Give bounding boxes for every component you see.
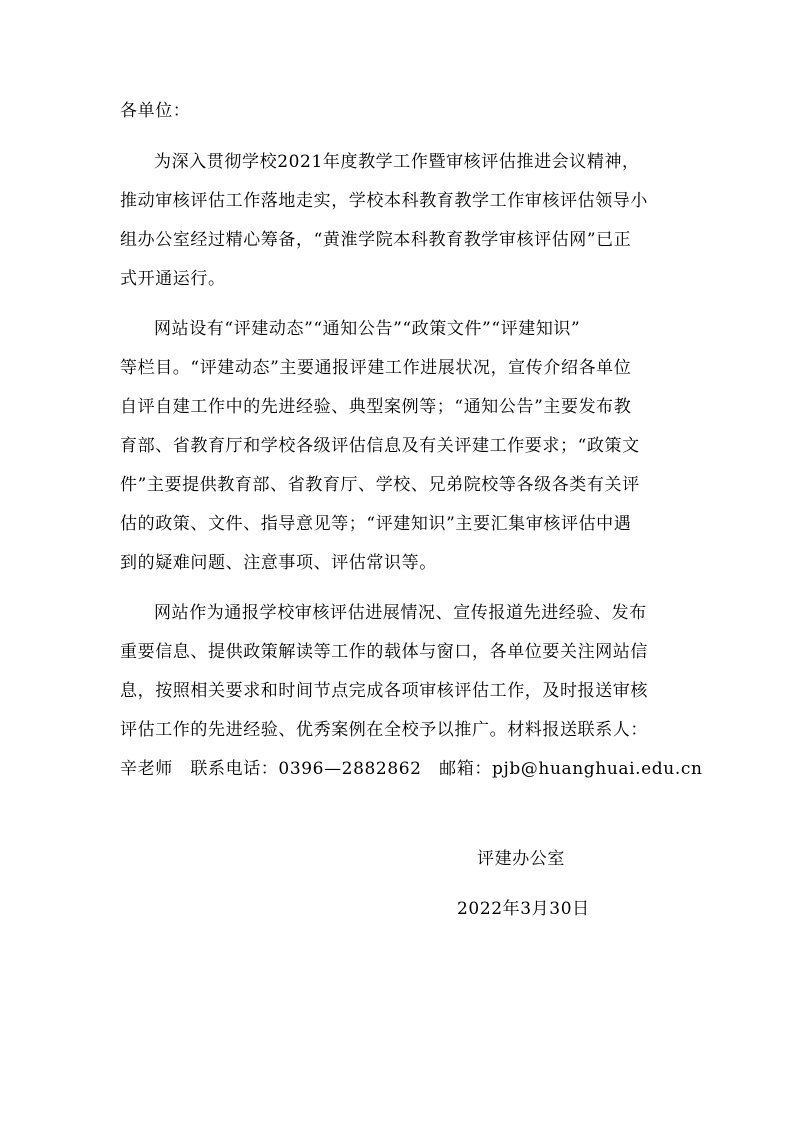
paragraph-3-line-1: 网站作为通报学校审核评估进展情况、宣传报道先进经验、发布 [154,603,647,623]
paragraph-2-line-7: 到的疑难问题、注意事项、评估常识等。 [120,553,437,573]
paragraph-2-line-5: 件”主要提供教育部、省教育厅、学校、兄弟院校等各级各类有关评 [120,475,640,495]
paragraph-3-line-2: 重要信息、提供政策解读等工作的载体与窗口，各单位要关注网站信 [120,642,648,662]
signature-office: 评建办公室 [477,849,565,869]
paragraph-3-line-4: 评估工作的先进经验、优秀案例在全校予以推广。材料报送联系人： [120,720,648,740]
contact-line: 辛老师 联系电话：0396—2882862 邮箱：pjb@huanghuai.edu.cn [120,759,703,779]
paragraph-2-line-3: 自评自建工作中的先进经验、典型案例等；“通知公告”主要发布教 [120,397,632,417]
paragraph-2-line-6: 估的政策、文件、指导意见等；“评建知识”主要汇集审核评估中遇 [120,514,632,534]
paragraph-1-line-4: 式开通运行。 [120,269,226,289]
paragraph-2-line-4: 育部、省教育厅和学校各级评估信息及有关评建工作要求；“政策文 [120,436,640,456]
paragraph-1-line-1: 为深入贯彻学校2021年度教学工作暨审核评估推进会议精神， [154,152,640,172]
paragraph-2-line-1: 网站设有“评建动态”“通知公告”“政策文件”“评建知识” [154,319,581,339]
paragraph-1-line-2: 推动审核评估工作落地走实，学校本科教育教学工作审核评估领导小 [120,191,648,211]
paragraph-2-line-2: 等栏目。“评建动态”主要通报评建工作进展状况，宣传介绍各单位 [120,358,632,378]
paragraph-1-line-3: 组办公室经过精心筹备，“黄淮学院本科教育教学审核评估网”已正 [120,230,632,250]
paragraph-3-line-3: 息，按照相关要求和时间节点完成各项审核评估工作，及时报送审核 [120,681,648,701]
signature-date: 2022年3月30日 [457,899,590,919]
salutation: 各单位： [120,101,191,121]
